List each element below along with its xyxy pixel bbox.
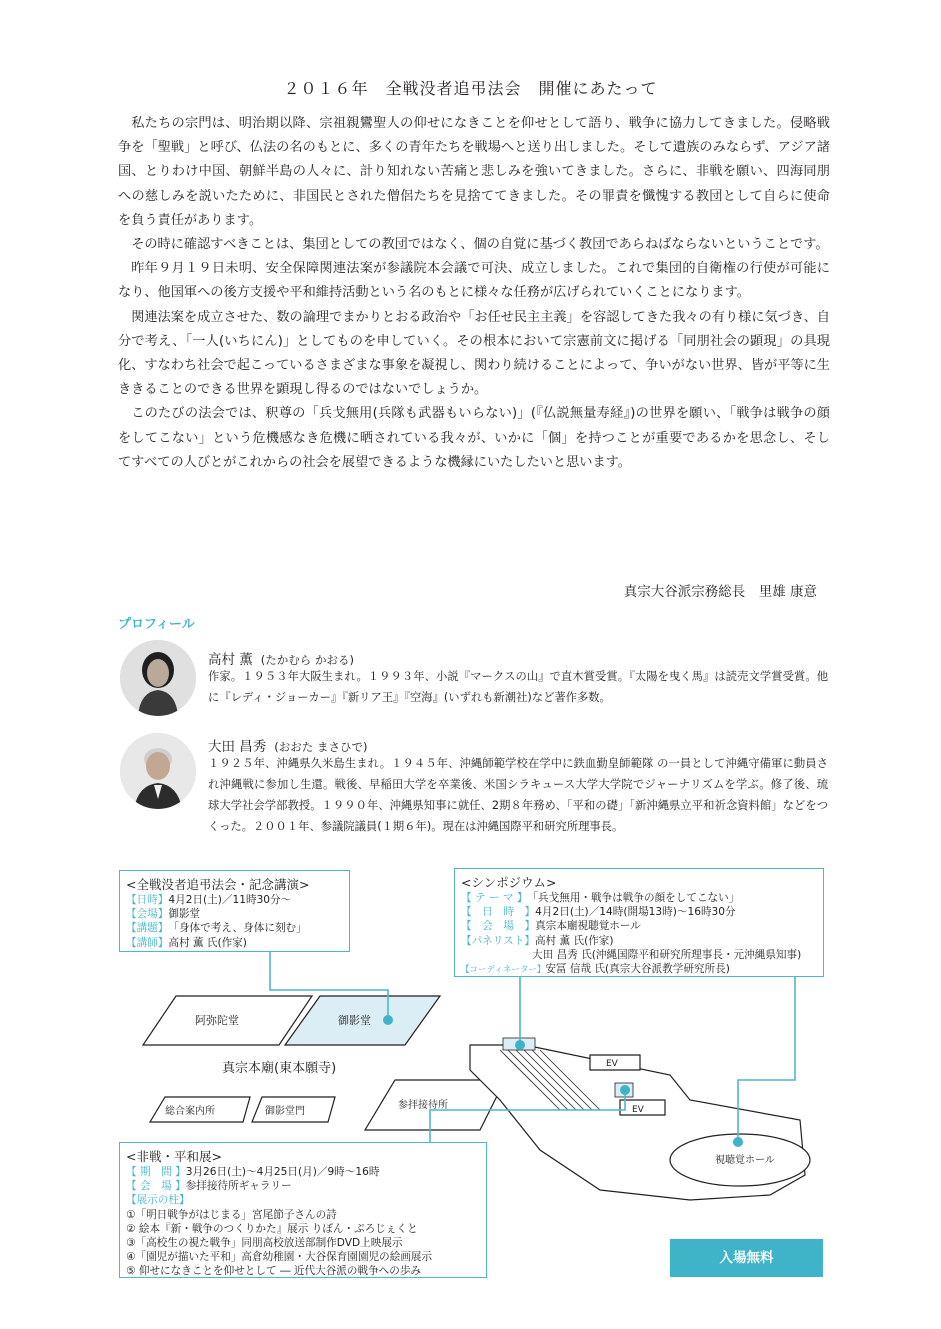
person-bio: 作家。１９５３年大阪生まれ。１９９３年、小説『マークスの山』で直木賞受賞。『太陽を曳く馬』は読売文学賞受賞。他に『レディ・ジョーカー』『新リア王』『空海』(いずれも新潮社)など著作多数。 — [208, 670, 828, 704]
profile-heading: プロフィール — [118, 617, 195, 632]
paragraph: このたびの法会では、釈尊の「兵戈無用(兵隊も武器もいらない)」(『仏説無量寿経』)の世界を願い、「戦争は戦争の顔をしてこない」という危機感なき危機に晒されている我々が、いかに「個」を持つことが重要であるかを思念し、そしてすべての人びとがこれからの社会を展望できるような機縁にいたしたいと思います。 — [118, 406, 830, 470]
paragraph: その時に確認すべきことは、集団としての教団ではなく、個の自覚に基づく教団であらねばならないということです。 — [131, 237, 829, 253]
symposium-row: 【 会 場 】真宗本廟視聴覚ホール — [461, 920, 641, 933]
label-info: 総合案内所 — [165, 1106, 215, 1117]
pillar-item: ④「園児が描いた平和」高倉幼稚園・大谷保育園園児の絵画展示 — [126, 1251, 433, 1264]
memorial-title: <全戦没者追弔法会・記念講演> — [126, 877, 310, 892]
peace-row: 【 会 場 】参拝接待所ギャラリー — [126, 1180, 292, 1193]
memorial-row: 【講題】「身体で考え、身体に刻む」 — [126, 922, 307, 935]
person-bio: １９２５年、沖縄県久米島生まれ。１９４５年、沖縄師範学校在学中に鉄血勤皇師範隊 の一員として沖縄守備軍に動員され沖縄戦に参加し生還。戦後、早稲田大学を卒業後、米国シラキュース大学大学院でジャーナリズムを学ぶ。修了後、琉球大学社会学部教授。１９９０年、沖縄県知事に就任、2期８年務め、「平和の礎」「新沖縄県立平和祈念資料館」などをつくった。２００１年、参議院議員(１期６年)。現在は沖縄国際平和研究所理事長。 — [208, 757, 828, 833]
label-reception: 参拝接待所 — [398, 1100, 448, 1111]
paragraph: 昨年９月１９日未明、安全保障関連法案が参議院本会議で可決、成立しました。これで集団的自衛権の行使が可能になり、他国軍への後方支援や平和維持活動という名のもとに様々な任務が広げられていくことになります。 — [118, 261, 830, 301]
peace-row: 【 期 間 】3月26日(土)～4月25日(月)／9時～16時 — [126, 1166, 380, 1178]
symposium-row: 【パネリスト】高村 薫 氏(作家) — [461, 934, 614, 947]
label-goeido: 御影堂 — [338, 1014, 371, 1027]
page-title: ２０１６年 全戦没者追弔法会 開催にあたって — [283, 79, 658, 98]
person-name-text: 大田 昌秀 — [208, 739, 267, 755]
free-entry-badge: 入場無料 — [670, 1239, 823, 1277]
label-ev2: EV — [632, 1105, 644, 1115]
symposium-row: 【 日 時 】4月2日(土)／14時(開場13時)～16時30分 — [461, 906, 736, 919]
pillar-item: ② 絵本『新・戦争のつくりかた』展示 りぼん・ぷろじぇくと — [126, 1222, 418, 1235]
label-hall: 視聴覚ホール — [715, 1155, 775, 1166]
symposium-row: 【 テ ー マ 】「兵戈無用・戦争は戦争の顔をしてこない」 — [461, 892, 740, 904]
label-gate: 御影堂門 — [265, 1106, 305, 1117]
memorial-box — [119, 870, 350, 952]
pillars-label: 【展示の柱】 — [126, 1194, 190, 1207]
person-reading: (おおた まさひで) — [274, 740, 368, 754]
symposium-title: <シンポジウム> — [461, 875, 557, 890]
paragraph: 私たちの宗門は、明治期以降、宗祖親鸞聖人の仰せになきことを仰せとして語り、戦争に協力してきました。侵略戦争を「聖戦」と呼び、仏法の名のもとに、多くの青年たちを戦場へと送り出しました。そして遺族のみならず、アジア諸国、とりわけ中国、朝鮮半島の人々に、計り知れない苦痛と悲しみを強いてきました。さらに、非戦を願い、四海同朋への慈しみを説いたために、非国民とされた僧侶たちを見捨ててきました。その罪責を懺愧する教団として自らに使命を負う責任があります。 — [118, 116, 830, 228]
paragraph: 関連法案を成立させた、数の論理でまかりとおる政治や「お任せ民主主義」を容認してきた我々の有り様に気づき、自分で考え、「一人(いちにん)」としてものを申していく。その根本において宗憲前文に掲げる「同朋社会の顕現」の具現化、すなわち社会で起こっているさまざまな事象を凝視し、関わり続けることによって、争いがない世界、皆が平等に生ききることのできる世界を顕現し得るのではないでしょうか。 — [118, 309, 830, 398]
peace-title: <非戦・平和展> — [126, 1149, 222, 1164]
label-amida: 阿弥陀堂 — [195, 1014, 239, 1027]
symposium-box — [454, 868, 824, 977]
memorial-row: 【講師】高村 薫 氏(作家) — [126, 936, 247, 949]
person-reading: (たかむら かおる) — [260, 653, 354, 667]
peace-exhibit-box — [119, 1142, 487, 1278]
symposium-row: 【コーディネーター】安冨 信哉 氏(真宗大谷派教学研究所長) — [461, 963, 730, 976]
memorial-row: 【日時】4月2日(土)／11時30分～ — [126, 894, 292, 906]
person-name-text: 高村 薫 — [208, 652, 253, 668]
memorial-row: 【会場】御影堂 — [126, 908, 201, 921]
label-ev1: EV — [606, 1059, 618, 1069]
symposium-row: 大田 昌秀 氏(沖縄国際平和研究所理事長・元沖縄県知事) — [532, 948, 802, 961]
pillar-item: ⑤ 仰せになきことを仰せとして ― 近代大谷派の戦争への歩み — [126, 1265, 422, 1278]
label-temple: 真宗本廟(東本願寺) — [222, 1061, 337, 1076]
pillar-item: ①「明日戦争がはじまる」宮尾節子さんの詩 — [126, 1208, 337, 1221]
pillar-item: ③「高校生の視た戦争」同朋高校放送部制作DVD上映展示 — [126, 1237, 403, 1250]
signature: 真宗大谷派宗務総長 里雄 康意 — [623, 584, 817, 600]
